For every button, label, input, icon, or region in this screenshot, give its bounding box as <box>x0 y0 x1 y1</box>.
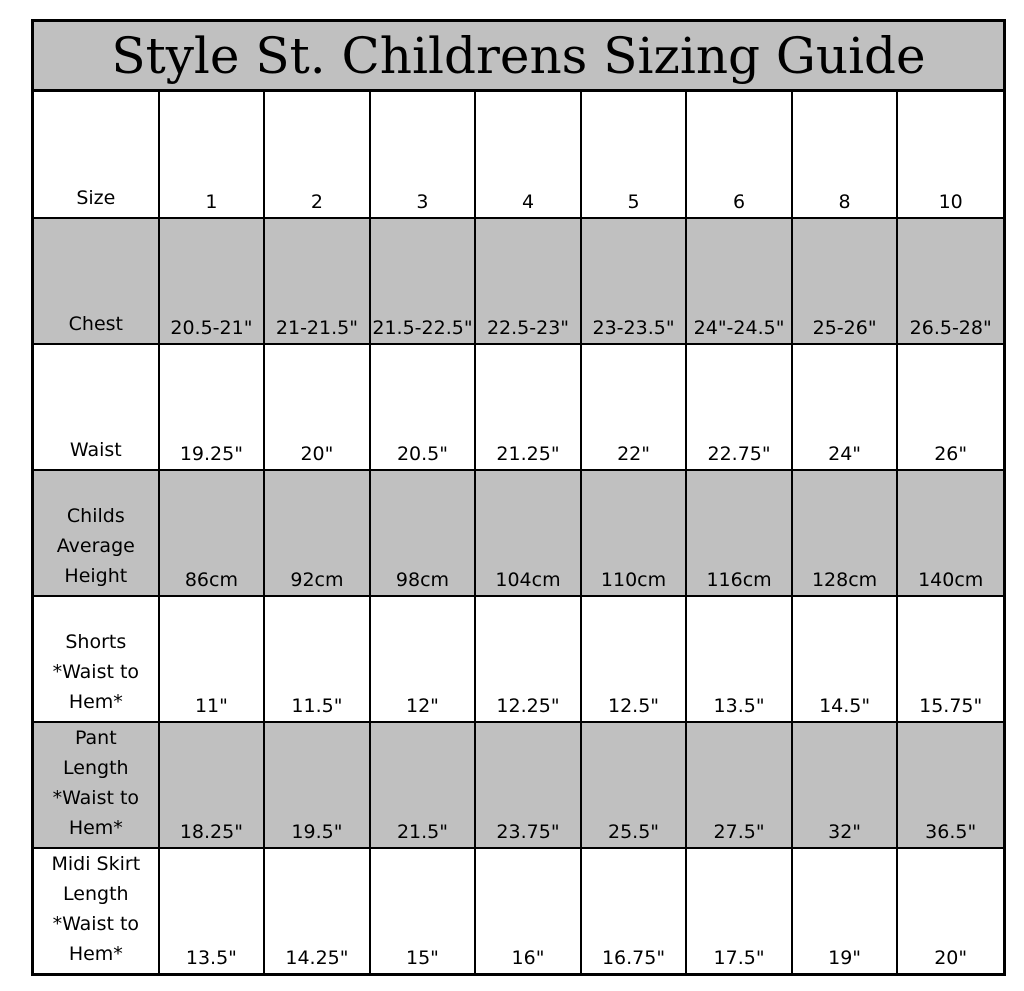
measurement-cell: 15" <box>370 848 476 973</box>
measurement-cell: 24"-24.5" <box>686 218 792 344</box>
measurement-cell: 11.5" <box>264 596 370 722</box>
size-cell: 3 <box>370 92 476 218</box>
row-label <box>34 470 159 596</box>
measurement-cell: 24" <box>792 344 898 470</box>
row-label-line: Hem* <box>68 817 123 839</box>
measurement-cell: 22" <box>581 344 687 470</box>
measurement-cell: 11" <box>159 596 265 722</box>
measurement-cell: 25-26" <box>792 218 898 344</box>
row-label <box>34 722 159 848</box>
row-label <box>34 218 159 344</box>
row-label-line: Average <box>56 535 135 557</box>
measurement-cell: 86cm <box>159 470 265 596</box>
size-cell: 5 <box>581 92 687 218</box>
measurement-cell: 128cm <box>792 470 898 596</box>
shorts-row <box>34 596 1003 722</box>
measurement-cell: 23-23.5" <box>581 218 687 344</box>
measurement-cell: 32" <box>792 722 898 848</box>
measurement-cell: 22.5-23" <box>475 218 581 344</box>
measurement-cell: 140cm <box>897 470 1003 596</box>
title-bar <box>34 22 1003 92</box>
row-label-line: Height <box>64 565 128 587</box>
measurement-cell: 26.5-28" <box>897 218 1003 344</box>
measurement-cell: 20.5-21" <box>159 218 265 344</box>
midi-skirt-row <box>34 848 1003 973</box>
measurement-cell: 23.75" <box>475 722 581 848</box>
measurement-cell: 17.5" <box>686 848 792 973</box>
size-cell: 2 <box>264 92 370 218</box>
row-label-line: Pant <box>74 727 117 749</box>
measurement-cell: 15.75" <box>897 596 1003 722</box>
measurement-cell: 25.5" <box>581 722 687 848</box>
measurement-cell: 16.75" <box>581 848 687 973</box>
measurement-cell: 27.5" <box>686 722 792 848</box>
measurement-cell: 18.25" <box>159 722 265 848</box>
sizing-guide-sheet <box>31 19 1006 976</box>
measurement-cell: 21.5-22.5" <box>370 218 476 344</box>
measurement-cell: 12.5" <box>581 596 687 722</box>
row-label-line: Childs <box>66 505 125 527</box>
measurement-cell: 20" <box>264 344 370 470</box>
measurement-cell: 13.5" <box>686 596 792 722</box>
sizing-table-body <box>34 92 1003 973</box>
measurement-cell: 104cm <box>475 470 581 596</box>
size-row-label: Size <box>34 92 159 218</box>
measurement-cell: 14.25" <box>264 848 370 973</box>
row-label <box>34 344 159 470</box>
measurement-cell: 16" <box>475 848 581 973</box>
row-label-line: Waist <box>69 439 122 461</box>
measurement-cell: 92cm <box>264 470 370 596</box>
measurement-cell: 19.5" <box>264 722 370 848</box>
size-row <box>34 92 1003 218</box>
measurement-cell: 22.75" <box>686 344 792 470</box>
measurement-cell: 21.25" <box>475 344 581 470</box>
size-cell: 10 <box>897 92 1003 218</box>
measurement-cell: 14.5" <box>792 596 898 722</box>
chest-row <box>34 218 1003 344</box>
size-cell: 8 <box>792 92 898 218</box>
row-label-line: Length <box>63 883 129 905</box>
size-cell: 4 <box>475 92 581 218</box>
size-cell: 1 <box>159 92 265 218</box>
row-label-line: *Waist to <box>52 661 140 683</box>
sizing-table <box>34 92 1003 973</box>
measurement-cell: 19" <box>792 848 898 973</box>
measurement-cell: 110cm <box>581 470 687 596</box>
row-label-line: Chest <box>68 313 123 335</box>
measurement-cell: 13.5" <box>159 848 265 973</box>
size-cell: 6 <box>686 92 792 218</box>
row-label-line: Midi Skirt <box>51 853 141 875</box>
measurement-cell: 19.25" <box>159 344 265 470</box>
row-label-line: *Waist to <box>52 913 140 935</box>
pant-length-row <box>34 722 1003 848</box>
page-title: Style St. Childrens Sizing Guide <box>111 26 926 85</box>
row-label-line: Hem* <box>68 943 123 965</box>
row-label-line: *Waist to <box>52 787 140 809</box>
height-row <box>34 470 1003 596</box>
measurement-cell: 20.5" <box>370 344 476 470</box>
row-label-line: Hem* <box>68 691 123 713</box>
measurement-cell: 36.5" <box>897 722 1003 848</box>
measurement-cell: 116cm <box>686 470 792 596</box>
measurement-cell: 21.5" <box>370 722 476 848</box>
row-label-line: Length <box>63 757 129 779</box>
measurement-cell: 12" <box>370 596 476 722</box>
waist-row <box>34 344 1003 470</box>
row-label <box>34 596 159 722</box>
measurement-cell: 12.25" <box>475 596 581 722</box>
measurement-cell: 98cm <box>370 470 476 596</box>
row-label-line: Shorts <box>65 631 127 653</box>
measurement-cell: 21-21.5" <box>264 218 370 344</box>
measurement-cell: 26" <box>897 344 1003 470</box>
row-label <box>34 848 159 973</box>
measurement-cell: 20" <box>934 947 968 969</box>
